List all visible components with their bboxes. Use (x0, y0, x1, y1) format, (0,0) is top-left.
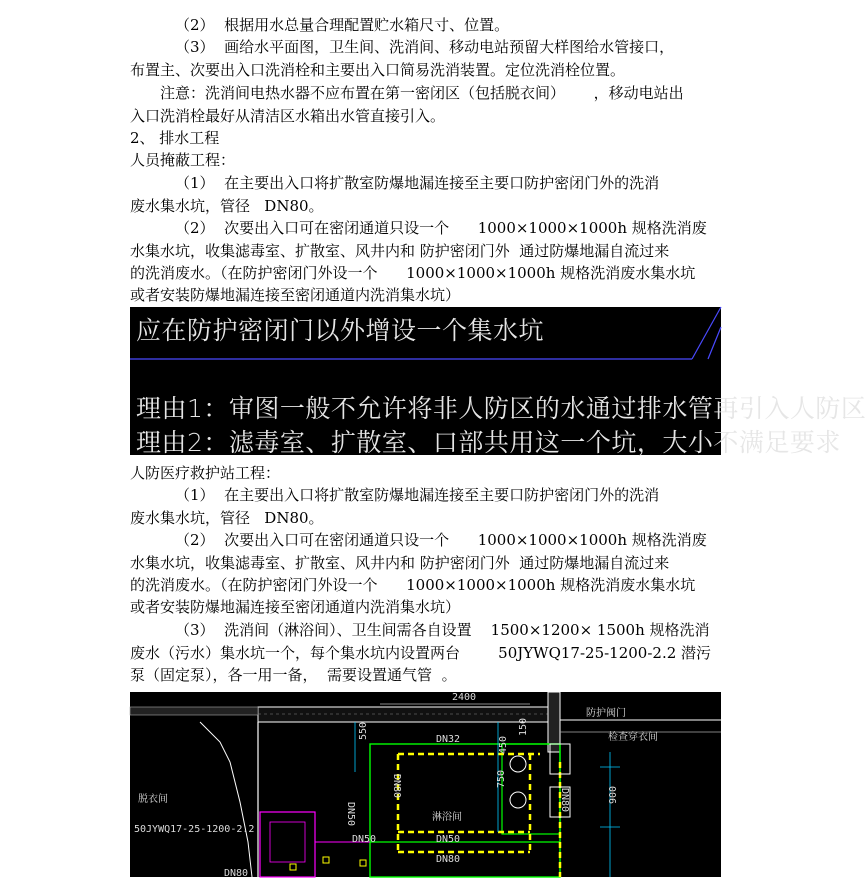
pipe-dn50-center: DN50 (436, 834, 461, 845)
pump-model-label: 50JYWQ17-25-1200-2.2 (134, 824, 255, 835)
room-undress-label: 脱衣间 (138, 794, 168, 805)
shelter-item-2-line-4: 或者安装防爆地漏连接至密闭通道内洗消集水坑） (130, 286, 461, 304)
medical-item-2-line-1: （2） 次要出入口可在密闭通道只设一个 1000×1000×1000h 规格洗消废 (175, 531, 707, 549)
medical-item-3-line-3: 泵（固定泵），各一用一备， 需要设置通气管 。 (130, 666, 457, 684)
medical-item-2-line-3: 的洗消废水。（在防护密闭门外设一个 1000×1000×1000h 规格洗消废水集水坑 (130, 576, 696, 594)
medical-item-2-line-2: 水集水坑，收集滤毒室、扩散室、风井内和 防护密闭门外 通过防爆地漏自流过来 (130, 554, 670, 572)
cad-annotation-image (130, 307, 866, 457)
pipe-dn32-vertical: DN50 (345, 802, 356, 827)
dim-750: 750 (496, 769, 507, 788)
door-label: 防护阀门 (586, 708, 626, 719)
medical-item-3-line-1: （3） 洗消间（淋浴间）、卫生间需各自设置 1500×1200× 1500h 规格洗消 (175, 621, 710, 639)
pipe-dn80-left: DN80 (224, 868, 249, 879)
pipe-dn80-vertical: DN80 (391, 774, 402, 799)
pipe-dn50-left: DN50 (352, 834, 377, 845)
annotation-line-2: 理由1：审图一般不允许将非人防区的水通过排水管再引入人防区 (136, 394, 866, 423)
pipe-dn80-right: DN80 (559, 788, 570, 813)
dim-150: 150 (518, 717, 529, 736)
shelter-title: 人员掩蔽工程： (130, 151, 236, 169)
water-supply-item-2: （2） 根据用水总量合理配置贮水箱尺寸、位置。 (175, 16, 510, 34)
annotation-line-1: 应在防护密闭门以外增设一个集水坑 (136, 316, 545, 345)
medical-title: 人防医疗救护站工程： (130, 464, 281, 482)
pipe-dn32: DN32 (436, 734, 461, 745)
drainage-heading: 2、 排水工程 (130, 129, 220, 147)
medical-item-1-line-2: 废水集水坑，管径 DN80。 (130, 509, 324, 527)
dim-550: 550 (358, 721, 369, 740)
dim-2400: 2400 (452, 692, 477, 703)
medical-item-1-line-1: （1） 在主要出入口将扩散室防爆地漏连接至主要口防护密闭门外的洗消 (175, 486, 660, 504)
medical-item-3-line-2: 废水（污水）集水坑一个，每个集水坑内设置两台 50JYWQ17-25-1200-2.2 潜污 (130, 644, 712, 662)
cad-drawing (130, 692, 721, 877)
water-supply-note-line-2: 入口洗消栓最好从清洁区水箱出水管直接引入。 (130, 107, 446, 125)
shelter-item-2-line-2: 水集水坑，收集滤毒室、扩散室、风井内和 防护密闭门外 通过防爆地漏自流过来 (130, 242, 670, 260)
room-shower-label: 淋浴间 (432, 812, 462, 823)
shelter-item-1-line-1: （1） 在主要出入口将扩散室防爆地漏连接至主要口防护密闭门外的洗消 (175, 174, 660, 192)
shelter-item-2-line-3: 的洗消废水。（在防护密闭门外设一个 1000×1000×1000h 规格洗消废水集水坑 (130, 264, 696, 282)
room-check-label: 检查穿衣间 (608, 732, 658, 743)
cad-drawing-lines (130, 692, 721, 877)
water-supply-item-3-line-1: （3） 画给水平面图，卫生间、洗消间、移动电站预留大样图给水管接口， (175, 38, 675, 56)
dim-900: 900 (608, 785, 619, 804)
shelter-item-1-line-2: 废水集水坑，管径 DN80。 (130, 197, 324, 215)
water-supply-item-3-line-2: 布置主、次要出入口洗消栓和主要出入口简易洗消装置。定位洗消栓位置。 (130, 61, 626, 79)
pipe-dn80-center: DN80 (436, 854, 461, 865)
dim-450: 450 (498, 735, 509, 754)
medical-item-2-line-4: 或者安装防爆地漏连接至密闭通道内洗消集水坑） (130, 598, 461, 616)
water-supply-note-line-1: 注意：洗消间电热水器不应布置在第一密闭区（包括脱衣间） ，移动电站出 (160, 84, 684, 102)
annotation-line-3: 理由2：滤毒室、扩散室、口部共用这一个坑，大小不满足要求 (136, 428, 841, 457)
shelter-item-2-line-1: （2） 次要出入口可在密闭通道只设一个 1000×1000×1000h 规格洗消废 (175, 219, 707, 237)
